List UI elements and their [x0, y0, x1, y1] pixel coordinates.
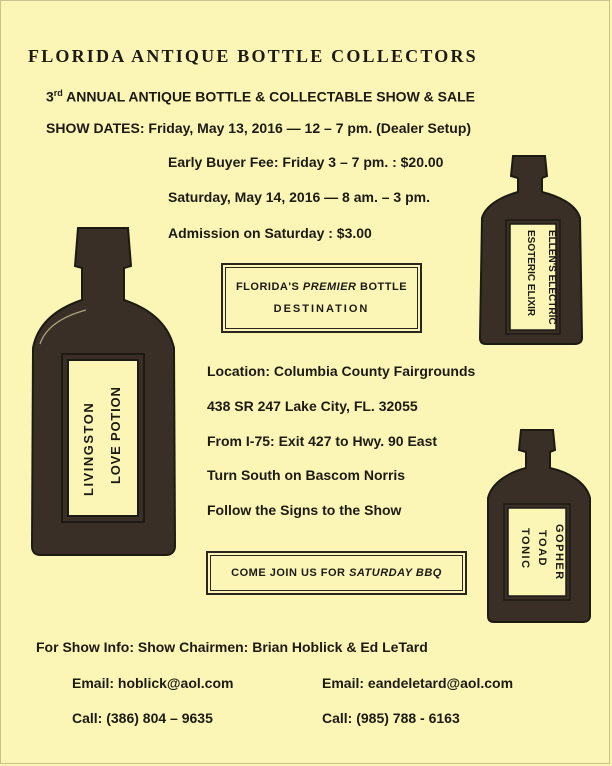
- bottle-top-label-1: ELLEN'S ELECTRIC: [546, 230, 557, 325]
- bottle-bottom-label-1: GOPHER: [553, 524, 565, 581]
- bottle-left-label-2: LOVE POTION: [108, 386, 123, 484]
- ellens-elixir-bottle-icon: [476, 154, 588, 346]
- bbq-box: [206, 551, 467, 595]
- bottle-bottom-label-2: TOAD: [536, 530, 548, 567]
- directions-line-3: Follow the Signs to the Show: [207, 502, 402, 518]
- subtitle-number: 3: [46, 88, 54, 105]
- bbq-text: COME JOIN US FOR SATURDAY BBQ: [231, 567, 442, 579]
- admission-fee: Admission on Saturday : $3.00: [168, 225, 372, 241]
- bottle-left-label-1: LIVINGSTON: [81, 401, 96, 496]
- show-info: For Show Info: Show Chairmen: Brian Hoblick & Ed LeTard: [36, 639, 428, 655]
- premier-line-1: FLORIDA'S PREMIER BOTTLE: [235, 281, 408, 293]
- show-dates: SHOW DATES: Friday, May 13, 2016 — 12 – 7 pm. (Dealer Setup): [46, 120, 472, 136]
- subtitle-text: ANNUAL ANTIQUE BOTTLE & COLLECTABLE SHOW & SALE: [62, 88, 476, 105]
- premier-destination-box: [221, 263, 422, 333]
- location-line: Location: Columbia County Fairgrounds: [207, 363, 476, 379]
- livingston-bottle-icon: [28, 226, 180, 558]
- directions-line-1: From I-75: Exit 427 to Hwy. 90 East: [207, 433, 438, 449]
- phone-hoblick: Call: (386) 804 – 9635: [72, 710, 213, 726]
- premier-line-2: DESTINATION: [273, 303, 370, 315]
- saturday-hours: Saturday, May 14, 2016 — 8 am. – 3 pm.: [168, 189, 430, 205]
- flyer-subtitle: [46, 88, 475, 105]
- gopher-tonic-bottle-icon: [484, 428, 596, 624]
- flyer-title: FLORIDA ANTIQUE BOTTLE COLLECTORS: [28, 46, 478, 66]
- bottle-bottom-label-3: TONIC: [519, 528, 531, 570]
- phone-letard: Call: (985) 788 - 6163: [322, 710, 460, 726]
- email-letard: Email: eandeletard@aol.com: [322, 675, 514, 691]
- directions-line-2: Turn South on Bascom Norris: [207, 467, 406, 483]
- early-buyer-fee: Early Buyer Fee: Friday 3 – 7 pm. : $20.00: [168, 154, 444, 170]
- subtitle-ordinal: rd: [53, 88, 63, 98]
- email-hoblick: Email: hoblick@aol.com: [72, 675, 234, 691]
- address-line: 438 SR 247 Lake City, FL. 32055: [207, 398, 418, 414]
- bottle-top-label-2: ESOTERIC ELIXIR: [525, 230, 536, 317]
